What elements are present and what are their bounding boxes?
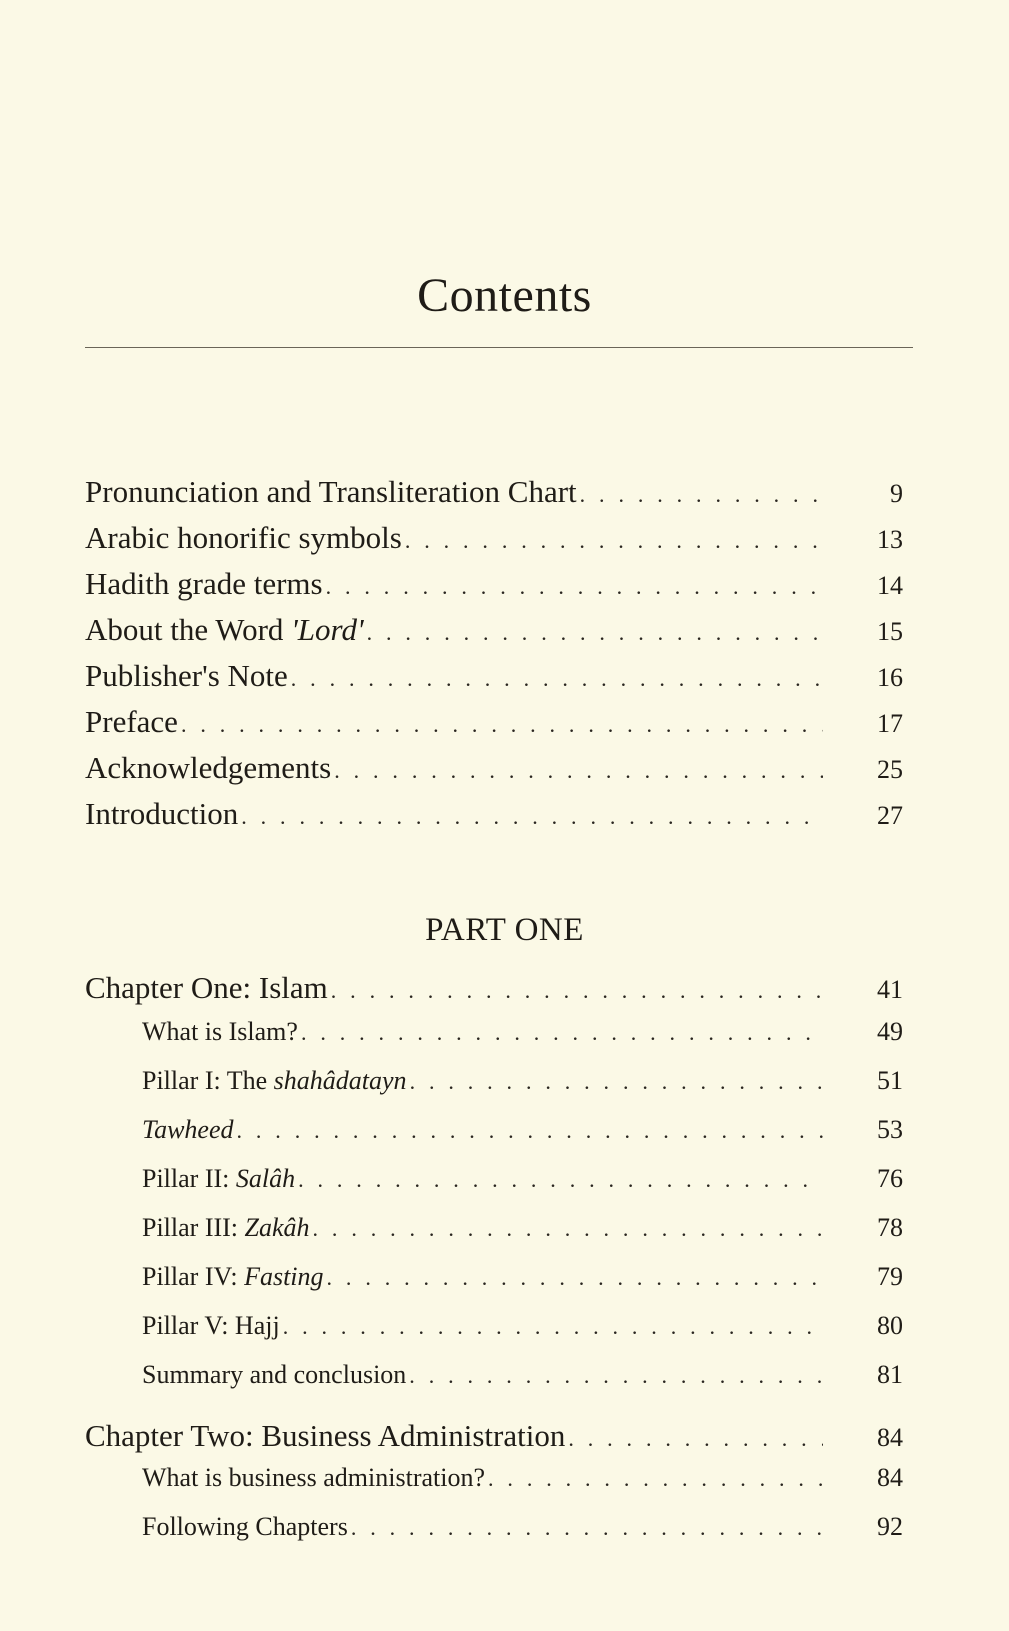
- toc-entry-label: Pillar I: The shahâdatayn: [142, 1066, 407, 1095]
- toc-entry-page: 84: [877, 1423, 903, 1452]
- leader-dots: [367, 620, 823, 645]
- toc-entry[interactable]: [85, 704, 903, 740]
- toc-entry[interactable]: [85, 612, 903, 648]
- page-title: Contents: [417, 269, 592, 322]
- toc-entry-label: Pronunciation and Transliteration Chart: [85, 474, 577, 509]
- toc-entry-label: Summary and conclusion: [142, 1360, 407, 1389]
- toc-entry-label: Pillar III: Zakâh: [142, 1213, 310, 1242]
- toc-entry-label: About the Word 'Lord': [85, 612, 364, 647]
- toc-chapter-entry[interactable]: [85, 970, 903, 1006]
- toc-entry-page: 27: [877, 801, 903, 830]
- toc-entry-label: What is Islam?: [142, 1017, 298, 1046]
- toc-entry-page: 41: [877, 975, 903, 1004]
- toc-entry-page: 79: [877, 1262, 903, 1291]
- leader-dots: [291, 666, 823, 691]
- toc-section-entry[interactable]: [85, 1262, 903, 1292]
- part-heading: PART ONE: [425, 912, 584, 948]
- leader-dots: [334, 758, 823, 783]
- toc-entry-page: 76: [877, 1164, 903, 1193]
- toc-section-entry[interactable]: [85, 1066, 903, 1096]
- leader-dots: [488, 1466, 823, 1491]
- toc-entry-label: Hadith grade terms: [85, 566, 323, 601]
- toc-entry-label: Pillar II: Salâh: [142, 1164, 296, 1193]
- toc-section-entry[interactable]: [85, 1512, 903, 1542]
- toc-entry-page: 13: [877, 525, 903, 554]
- leader-dots: [409, 1363, 823, 1388]
- leader-dots: [298, 1167, 823, 1192]
- leader-dots: [331, 978, 823, 1003]
- toc-entry[interactable]: [85, 658, 903, 694]
- toc-entry[interactable]: [85, 796, 903, 832]
- toc-entry-page: 16: [877, 663, 903, 692]
- toc-chapter-entry[interactable]: [85, 1418, 903, 1454]
- toc-entry-page: 15: [877, 617, 903, 646]
- leader-dots: [351, 1515, 823, 1540]
- toc-entry[interactable]: [85, 750, 903, 786]
- toc-section-entry[interactable]: [85, 1311, 903, 1341]
- toc-entry-label: Preface: [85, 704, 178, 739]
- toc-entry-page: 51: [877, 1066, 903, 1095]
- toc-entry-page: 92: [877, 1512, 903, 1541]
- leader-dots: [568, 1426, 823, 1451]
- toc-entry[interactable]: [85, 566, 903, 602]
- leader-dots: [237, 1118, 824, 1143]
- leader-dots: [313, 1216, 823, 1241]
- leader-dots: [410, 1069, 823, 1094]
- leader-dots: [241, 804, 823, 829]
- toc-entry-page: 53: [877, 1115, 903, 1144]
- toc-entry-page: 25: [877, 755, 903, 784]
- toc-section-entry[interactable]: [85, 1164, 903, 1194]
- toc-entry-label: Chapter One: Islam: [85, 970, 328, 1005]
- toc-entry-page: 80: [877, 1311, 903, 1340]
- toc-entry[interactable]: [85, 520, 903, 556]
- toc-section-entry[interactable]: [85, 1213, 903, 1243]
- leader-dots: [327, 1265, 823, 1290]
- toc-section-entry[interactable]: [85, 1360, 903, 1390]
- toc-entry-page: 81: [877, 1360, 903, 1389]
- toc-entry-page: 9: [890, 479, 903, 508]
- toc-entry-page: 84: [877, 1463, 903, 1492]
- toc-entry-label: Tawheed: [142, 1115, 234, 1144]
- toc-entry-label: Arabic honorific symbols: [85, 520, 402, 555]
- leader-dots: [326, 574, 823, 599]
- toc-entry-page: 17: [877, 709, 903, 738]
- toc-entry-label: Following Chapters: [142, 1512, 348, 1541]
- title-divider: [85, 347, 913, 348]
- toc-entry[interactable]: [85, 474, 903, 510]
- leader-dots: [405, 528, 823, 553]
- toc-section-entry[interactable]: [85, 1463, 903, 1493]
- toc-section-entry[interactable]: [85, 1017, 903, 1047]
- toc-entry-label: Acknowledgements: [85, 750, 332, 785]
- leader-dots: [181, 712, 823, 737]
- toc-section-entry[interactable]: [85, 1115, 903, 1145]
- toc-entry-page: 78: [877, 1213, 903, 1242]
- toc-entry-label: Publisher's Note: [85, 658, 288, 693]
- toc-entry-page: 14: [877, 571, 903, 600]
- leader-dots: [580, 482, 823, 507]
- toc-entry-label: Pillar V: Hajj: [142, 1311, 280, 1340]
- toc-entry-label: Pillar IV: Fasting: [142, 1262, 324, 1291]
- leader-dots: [283, 1314, 823, 1339]
- toc-entry-label: Introduction: [85, 796, 239, 831]
- toc-entry-page: 49: [877, 1017, 903, 1046]
- toc-entry-label: Chapter Two: Business Administration: [85, 1418, 566, 1453]
- toc-entry-label: What is business administration?: [142, 1463, 486, 1492]
- leader-dots: [301, 1020, 823, 1045]
